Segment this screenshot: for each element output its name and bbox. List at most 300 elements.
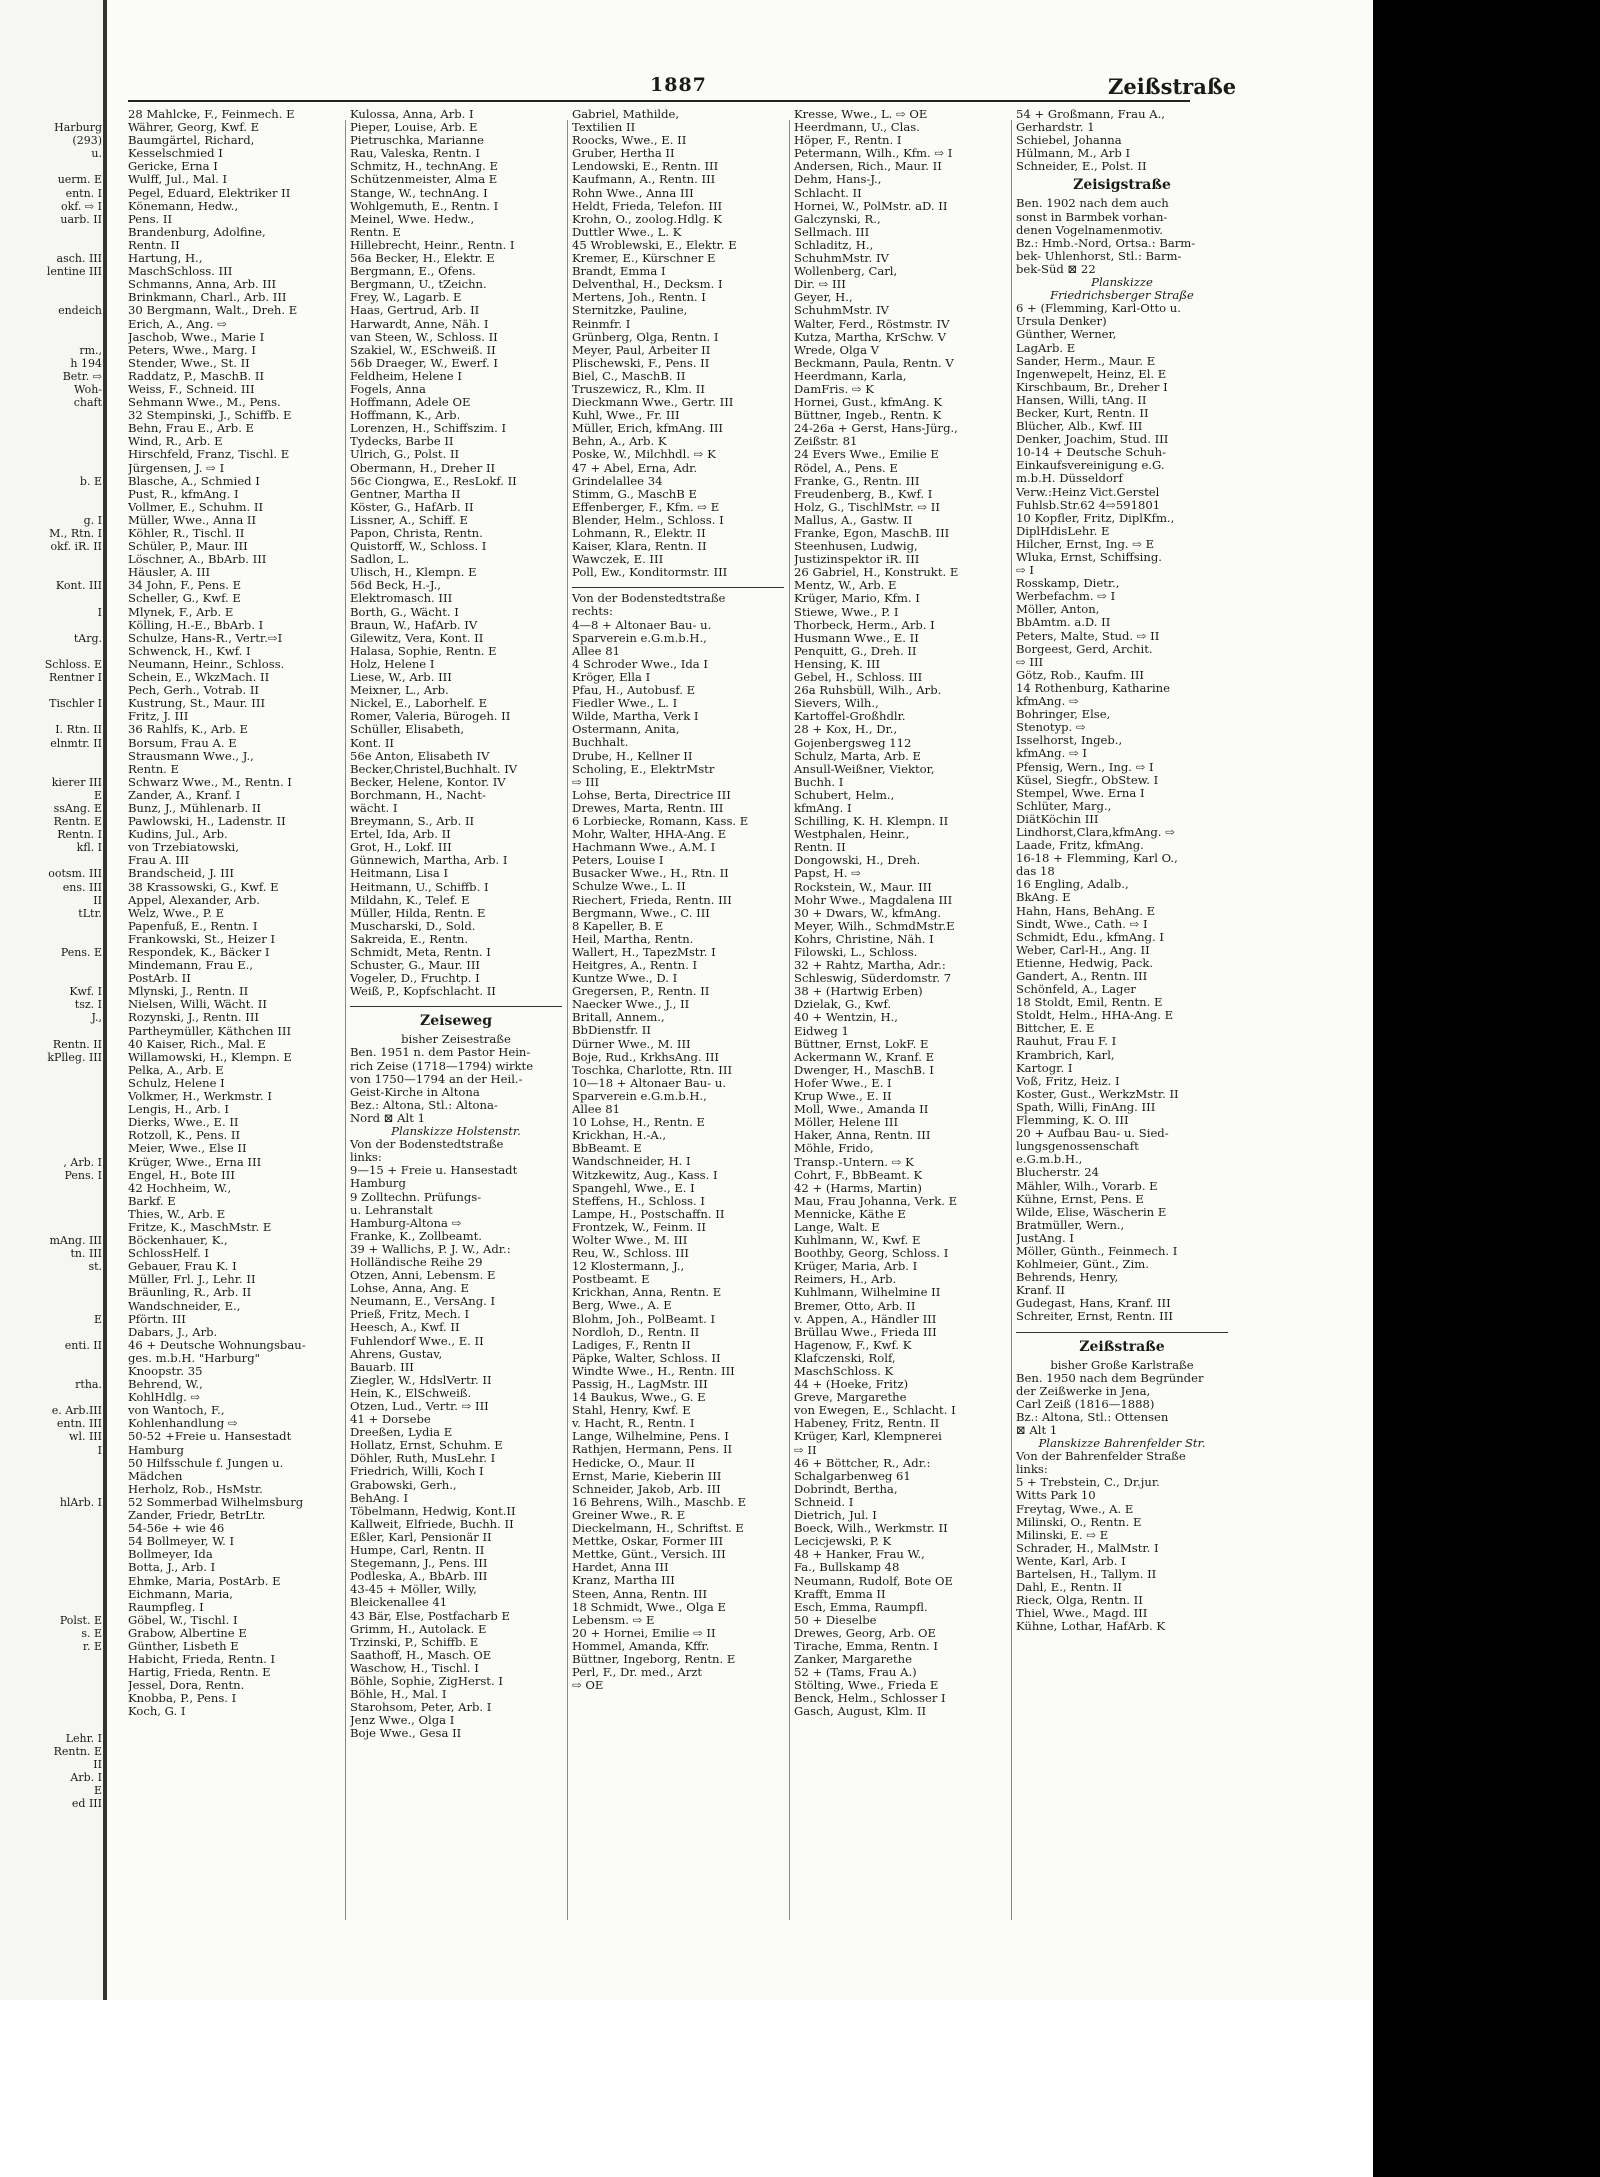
directory-entry: Petermann, Wilh., Kfm. ⇨ I bbox=[794, 146, 953, 161]
directory-entry: Steffens, H., Schloss. I bbox=[572, 1193, 705, 1208]
directory-entry: Scheller, G., Kwf. E bbox=[128, 591, 241, 606]
facing-page-fragment bbox=[0, 750, 102, 763]
directory-entry: Krickhan, H.-A., bbox=[572, 1128, 667, 1143]
directory-entry: 28 Mahlcke, F., Feinmech. E bbox=[128, 108, 295, 121]
directory-entry: Bauarb. III bbox=[350, 1359, 414, 1374]
directory-entry: 26 Gabriel, H., Konstrukt. E bbox=[794, 565, 959, 580]
facing-page-fragment bbox=[0, 933, 102, 946]
facing-page-fragment: E bbox=[93, 1784, 102, 1797]
directory-entry: Grünberg, Olga, Rentn. I bbox=[572, 329, 719, 344]
directory-entry: Benck, Helm., Schlosser I bbox=[794, 1691, 946, 1706]
facing-page-fragment bbox=[0, 619, 102, 632]
facing-page-fragment bbox=[0, 1666, 102, 1679]
directory-entry: Hornei, W., PolMstr. aD. II bbox=[794, 198, 948, 213]
directory-entry: Lecicjewski, P. K bbox=[794, 1534, 892, 1549]
directory-entry: Botta, J., Arb. I bbox=[128, 1560, 216, 1575]
directory-entry: links: bbox=[350, 1150, 382, 1165]
directory-entry: Nickel, E., Laborhelf. E bbox=[350, 696, 488, 711]
directory-entry: Raddatz, P., MaschB. II bbox=[128, 368, 265, 383]
facing-page-fragment bbox=[0, 448, 102, 461]
page-number: 1887 bbox=[650, 74, 707, 96]
directory-entry: Böckenhauer, K., bbox=[128, 1233, 228, 1248]
directory-entry: Weber, Carl-H., Ang. II bbox=[1016, 942, 1150, 957]
directory-entry: SchuhmMstr. IV bbox=[794, 251, 889, 266]
facing-page-fragment: kPlleg. III bbox=[47, 1050, 102, 1064]
directory-entry: Bergmann, U., tZeichn. bbox=[350, 277, 487, 292]
facing-page-fragment bbox=[0, 920, 102, 933]
directory-entry: Ziegler, W., HdslVertr. II bbox=[350, 1372, 492, 1387]
directory-entry: 52 + (Tams, Frau A.) bbox=[794, 1665, 917, 1680]
directory-entry: Papst, H. ⇨ bbox=[794, 866, 861, 881]
directory-entry: Pietruschka, Marianne bbox=[350, 133, 484, 148]
directory-entry: 16 Engling, Adalb., bbox=[1016, 877, 1129, 892]
directory-entry: Weiss, F., Schneid. III bbox=[128, 381, 255, 396]
directory-entry: Vogeler, D., Fruchtp. I bbox=[350, 971, 480, 986]
directory-entry: Frankowski, St., Heizer I bbox=[128, 931, 276, 946]
directory-entry: Dürner Wwe., M. III bbox=[572, 1036, 691, 1051]
directory-entry: Behn, A., Arb. K bbox=[572, 434, 667, 449]
directory-entry: Wulff, Jul., Mal. I bbox=[128, 172, 228, 187]
directory-entry: Bergmann, Wwe., C. III bbox=[572, 905, 710, 920]
directory-entry: Drewes, Georg, Arb. OE bbox=[794, 1625, 936, 1640]
directory-entry: Boje Wwe., Gesa II bbox=[350, 1726, 462, 1741]
directory-entry: Jenz Wwe., Olga I bbox=[350, 1713, 455, 1728]
directory-entry: Dieckmann Wwe., Gertr. III bbox=[572, 395, 734, 410]
facing-page-fragment bbox=[0, 1300, 102, 1313]
facing-page-fragment: hlArb. I bbox=[59, 1495, 102, 1509]
directory-entry: Krambrich, Karl, bbox=[1016, 1047, 1115, 1062]
directory-entry: Cohrt, F., BbBeamt. K bbox=[794, 1167, 923, 1182]
directory-entry: Papenfuß, E., Rentn. I bbox=[128, 918, 258, 933]
directory-entry: Brandscheid, J. III bbox=[128, 866, 234, 881]
section-rule bbox=[1016, 1324, 1228, 1333]
directory-entry: 48 + Hanker, Frau W., bbox=[794, 1547, 925, 1562]
directory-entry: Mildahn, K., Telef. E bbox=[350, 892, 470, 907]
directory-entry: Mau, Frau Johanna, Verk. E bbox=[794, 1193, 958, 1208]
directory-entry: Frontzek, W., Feinm. II bbox=[572, 1219, 706, 1234]
directory-entry: Tirache, Emma, Rentn. I bbox=[794, 1638, 938, 1653]
directory-entry: Günther, Werner, bbox=[1016, 327, 1117, 342]
directory-entry: Bohringer, Else, bbox=[1016, 707, 1111, 722]
directory-entry: Köhler, R., Tischl. II bbox=[128, 526, 245, 540]
directory-entry: Pförtn. III bbox=[128, 1311, 186, 1326]
facing-page-fragment: E bbox=[93, 788, 102, 802]
facing-page-fragment: uerm. E bbox=[57, 173, 102, 187]
directory-entry: Kallweit, Elfriede, Buchh. II bbox=[350, 1516, 514, 1531]
directory-entry: Peters, Wwe., Marg. I bbox=[128, 342, 256, 357]
directory-entry: Von der Bahrenfelder Straße bbox=[1016, 1449, 1186, 1464]
directory-entry: Passig, H., LagMstr. III bbox=[572, 1377, 708, 1391]
directory-entry: Nord ⊠ Alt 1 bbox=[350, 1110, 425, 1125]
directory-entry: Hagenow, F., Kwf. K bbox=[794, 1337, 912, 1352]
directory-entry: Gudegast, Hans, Kranf. III bbox=[1016, 1296, 1171, 1311]
directory-entry: Spath, Willi, FinAng. III bbox=[1016, 1099, 1156, 1114]
directory-entry: Blasche, A., Schmied I bbox=[128, 473, 260, 488]
directory-entry: Heitmann, U., Schiffb. I bbox=[350, 879, 489, 894]
facing-page-fragment bbox=[0, 684, 102, 697]
directory-entry: Schwarz Wwe., M., Rentn. I bbox=[128, 774, 292, 789]
directory-entry: Baumgärtel, Richard, bbox=[128, 133, 255, 148]
directory-entry: Otzen, Lud., Vertr. ⇨ III bbox=[350, 1399, 489, 1413]
directory-entry: 14 Rothenburg, Katharine bbox=[1016, 680, 1171, 695]
directory-entry: Ostermann, Anita, bbox=[572, 722, 680, 737]
directory-entry: Hillebrecht, Heinr., Rentn. I bbox=[350, 237, 515, 252]
directory-entry: Stenotyp. ⇨ bbox=[1016, 720, 1086, 735]
facing-page-fragment bbox=[0, 1208, 102, 1221]
facing-page-fragment: endeich bbox=[58, 304, 102, 318]
directory-entry: Lange, Wilhelmine, Pens. I bbox=[572, 1429, 729, 1444]
directory-entry: Bittcher, E. E bbox=[1016, 1021, 1095, 1036]
directory-entry: Verw.:Heinz Vict.Gerstel bbox=[1016, 484, 1160, 499]
directory-entry: das 18 bbox=[1016, 864, 1055, 879]
directory-entry: 43-45 + Möller, Willy, bbox=[350, 1582, 477, 1597]
scan-background bbox=[1373, 0, 1600, 2177]
directory-entry: Ben. 1950 nach dem Begründer bbox=[1016, 1370, 1204, 1385]
directory-entry: Lengis, H., Arb. I bbox=[128, 1102, 229, 1117]
directory-entry: Hoffmann, Adele OE bbox=[350, 395, 471, 410]
directory-entry: Walter, Ferd., Röstmstr. IV bbox=[794, 316, 950, 331]
directory-entry: 38 Krassowski, G., Kwf. E bbox=[128, 879, 279, 894]
directory-entry: Kohrs, Christine, Näh. I bbox=[794, 931, 934, 946]
directory-entry: Boothby, Georg, Schloss. I bbox=[794, 1246, 949, 1261]
directory-entry: Borgeest, Gerd, Archit. bbox=[1016, 641, 1153, 656]
directory-entry: Reinmfr. I bbox=[572, 316, 631, 331]
directory-entry: ⊠ Alt 1 bbox=[1016, 1423, 1058, 1437]
directory-entry: Haas, Gertrud, Arb. II bbox=[350, 303, 480, 318]
directory-entry: Husmann Wwe., E. II bbox=[794, 630, 919, 645]
directory-entry: 56a Becker, H., Elektr. E bbox=[350, 251, 495, 266]
directory-entry: Kuhlmann, Wilhelmine II bbox=[794, 1285, 941, 1300]
directory-entry: Hachmann Wwe., A.M. I bbox=[572, 840, 716, 855]
directory-entry: Sparverein e.G.m.b.H., bbox=[572, 630, 707, 645]
directory-entry: Klafczenski, Rolf, bbox=[794, 1350, 896, 1365]
directory-entry: Naecker Wwe., J., II bbox=[572, 997, 690, 1012]
facing-page-fragment: Pens. E bbox=[60, 946, 102, 959]
facing-page-fragment bbox=[0, 318, 102, 331]
directory-entry: 28 + Kox, H., Dr., bbox=[794, 722, 898, 737]
directory-entry: Ehmke, Maria, PostArb. E bbox=[128, 1573, 281, 1588]
directory-entry: Heesch, A., Kwf. II bbox=[350, 1320, 460, 1335]
directory-entry: Mallus, A., Gastw. II bbox=[794, 512, 913, 527]
directory-entry: Zanker, Margarethe bbox=[794, 1652, 913, 1667]
directory-entry: ⇨ III bbox=[1016, 654, 1044, 669]
directory-entry: Etienne, Hedwig, Pack. bbox=[1016, 955, 1154, 970]
directory-entry: Wandschneider, E., bbox=[128, 1298, 241, 1313]
directory-entry: 16-18 + Flemming, Karl O., bbox=[1016, 851, 1178, 866]
directory-entry: Drube, H., Kellner II bbox=[572, 748, 693, 763]
directory-entry: Büttner, Ingeborg, Rentn. E bbox=[572, 1651, 736, 1666]
directory-entry: Perl, F., Dr. med., Arzt bbox=[572, 1665, 703, 1680]
directory-entry: Halasa, Sophie, Rentn. E bbox=[350, 643, 497, 658]
directory-entry: Wente, Karl, Arb. I bbox=[1016, 1553, 1126, 1568]
directory-entry: Dobrindt, Bertha, bbox=[794, 1481, 898, 1496]
directory-entry: Greve, Margarethe bbox=[794, 1390, 907, 1405]
directory-entry: 56c Ciongwa, E., ResLokf. II bbox=[350, 473, 517, 488]
facing-page-fragment bbox=[0, 1548, 102, 1561]
directory-entry: Kirschbaum, Br., Dreher I bbox=[1016, 379, 1168, 394]
directory-entry: BbAmtm. a.D. II bbox=[1016, 615, 1111, 630]
facing-page-fragment bbox=[0, 1535, 102, 1548]
directory-entry: 46 + Böttcher, R., Adr.: bbox=[794, 1455, 931, 1470]
directory-entry: Müller, Hilda, Rentn. E bbox=[350, 905, 486, 920]
directory-entry: Kont. II bbox=[350, 735, 394, 750]
directory-entry: Lange, Walt. E bbox=[794, 1219, 880, 1234]
facing-page-fragment bbox=[0, 959, 102, 972]
directory-entry: Hamburg bbox=[350, 1176, 406, 1191]
directory-entry: Schmidt, Edu., kfmAng. I bbox=[1016, 929, 1164, 944]
directory-entry: Blohm, Joh., PolBeamt. I bbox=[572, 1311, 716, 1326]
facing-page-fragment bbox=[0, 1679, 102, 1692]
directory-entry: von Trzebiatowski, bbox=[128, 840, 239, 855]
directory-entry: Milinski, E. ⇨ E bbox=[1016, 1527, 1109, 1542]
directory-entry: Wandschneider, H. I bbox=[572, 1154, 691, 1169]
facing-page-fragment bbox=[0, 1142, 102, 1155]
directory-entry: Grabowski, Gerh., bbox=[350, 1477, 457, 1492]
directory-entry: Franke, K., Zollbeamt. bbox=[350, 1228, 482, 1243]
directory-entry: Kustrung, St., Maur. III bbox=[128, 696, 266, 711]
directory-entry: Ladiges, F., Rentn II bbox=[572, 1337, 691, 1352]
directory-entry: Feldheim, Helene I bbox=[350, 368, 462, 383]
directory-column-4 bbox=[794, 108, 1006, 1719]
directory-entry: 26a Ruhsbüll, Wilh., Arb. bbox=[794, 683, 942, 698]
facing-page-fragment bbox=[0, 1116, 102, 1129]
directory-entry: Krüger, Karl, Klempnerei bbox=[794, 1429, 942, 1444]
directory-entry: Rentn. II bbox=[128, 237, 180, 252]
directory-entry: 54 + Großmann, Frau A., bbox=[1016, 108, 1165, 121]
facing-page-fragment: tsz. I bbox=[74, 998, 102, 1012]
directory-entry: Stegemann, J., Pens. III bbox=[350, 1556, 488, 1571]
directory-entry: Krüger, Mario, Kfm. I bbox=[794, 591, 920, 606]
directory-entry: Behrends, Henry, bbox=[1016, 1270, 1119, 1285]
directory-entry: Sternitzke, Pauline, bbox=[572, 303, 688, 318]
directory-entry: Neumann, Heinr., Schloss. bbox=[128, 656, 285, 671]
facing-page-fragment bbox=[0, 1129, 102, 1142]
directory-entry: Ulisch, H., Klempn. E bbox=[350, 565, 477, 580]
directory-entry: Grot, H., Lokf. III bbox=[350, 840, 452, 855]
directory-entry: von Ewegen, E., Schlacht. I bbox=[794, 1403, 956, 1418]
facing-page-fragment: st. bbox=[88, 1260, 102, 1274]
directory-entry: Mlynski, J., Rentn. II bbox=[128, 984, 249, 999]
directory-entry: Schneider, E., Polst. II bbox=[1016, 159, 1147, 174]
directory-entry: Mindemann, Frau E., bbox=[128, 958, 254, 973]
directory-entry: Thiel, Wwe., Magd. III bbox=[1016, 1606, 1148, 1621]
directory-entry: ⇨ III bbox=[572, 774, 600, 789]
directory-entry: Kohlenhandlung ⇨ bbox=[128, 1416, 238, 1431]
directory-entry: Bez.: Altona, Stl.: Altona- bbox=[350, 1097, 498, 1112]
directory-entry: Koster, Gust., WerkzMstr. II bbox=[1016, 1086, 1179, 1101]
directory-entry: van Steen, W., Schloss. II bbox=[350, 329, 498, 344]
directory-entry: Kartogr. I bbox=[1016, 1060, 1073, 1075]
directory-entry: Lorenzen, H., Schiffszim. I bbox=[350, 421, 507, 436]
directory-entry: Peters, Malte, Stud. ⇨ II bbox=[1016, 628, 1160, 643]
facing-page-fragment: Rentn. E bbox=[53, 815, 102, 829]
directory-entry: Schilling, K. H. Klempn. II bbox=[794, 814, 949, 829]
facing-page-fragment: wl. III bbox=[69, 1430, 102, 1444]
directory-entry: Möller, Helene III bbox=[794, 1115, 899, 1130]
column-divider bbox=[567, 120, 568, 1920]
directory-entry: Brandt, Emma I bbox=[572, 264, 666, 279]
directory-entry: Rieck, Olga, Rentn. II bbox=[1016, 1593, 1143, 1608]
directory-entry: Kühne, Lothar, HafArb. K bbox=[1016, 1619, 1166, 1634]
directory-entry: Mennicke, Käthe E bbox=[794, 1206, 906, 1221]
directory-entry: Raumpfleg. I bbox=[128, 1599, 204, 1614]
directory-entry: Meyer, Wilh., SchmdMstr.E bbox=[794, 918, 955, 933]
directory-entry: links: bbox=[1016, 1462, 1048, 1477]
directory-entry: u. Lehranstalt bbox=[350, 1202, 433, 1217]
street-heading: Zeißstraße bbox=[1079, 1338, 1165, 1355]
directory-entry: Möller, Günth., Feinmech. I bbox=[1016, 1243, 1178, 1258]
directory-entry: Müller, Wwe., Anna II bbox=[128, 512, 257, 527]
directory-entry: Kröger, Ella I bbox=[572, 669, 651, 684]
directory-entry: Gabriel, Mathilde, bbox=[572, 108, 680, 121]
directory-entry: Mohr, Walter, HHA-Ang. E bbox=[572, 827, 727, 842]
directory-entry: Penquitt, G., Dreh. II bbox=[794, 643, 917, 658]
directory-entry: v. Appen, A., Händler III bbox=[794, 1311, 937, 1326]
directory-entry: Dreeßen, Lydia E bbox=[350, 1425, 453, 1440]
directory-entry: 44 + (Hoeke, Fritz) bbox=[794, 1377, 909, 1392]
facing-page-fragment bbox=[0, 1692, 102, 1705]
directory-entry: Meinel, Wwe. Hedw., bbox=[350, 211, 475, 226]
directory-entry: Milinski, O., Rentn. E bbox=[1016, 1514, 1142, 1529]
directory-entry: Effenberger, F., Kfm. ⇨ E bbox=[572, 499, 720, 514]
directory-entry: Jürgensen, J. ⇨ I bbox=[128, 460, 225, 475]
directory-entry: PostArb. II bbox=[128, 971, 191, 986]
directory-entry: Elektromasch. III bbox=[350, 591, 453, 606]
directory-entry: Schönfeld, A., Lager bbox=[1016, 982, 1136, 997]
facing-page-fragment: asch. III bbox=[56, 252, 102, 266]
directory-entry: Müller, Frl. J., Lehr. II bbox=[128, 1272, 256, 1287]
directory-entry: Kaufmann, A., Rentn. III bbox=[572, 172, 716, 187]
directory-entry: Blender, Helm., Schloss. I bbox=[572, 512, 724, 527]
directory-entry: Mähler, Wilh., Vorarb. E bbox=[1016, 1178, 1158, 1193]
directory-entry: Vollmer, E., Schuhm. II bbox=[128, 499, 264, 514]
planskizze-note: Planskizze Bahrenfelder Str. bbox=[1038, 1436, 1206, 1451]
facing-page-fragment bbox=[0, 409, 102, 422]
directory-entry: Szakiel, W., ESchweiß. II bbox=[350, 342, 496, 357]
directory-entry: 6 + (Flemming, Karl-Otto u. bbox=[1016, 301, 1181, 316]
directory-entry: Delventhal, H., Decksm. I bbox=[572, 277, 723, 292]
facing-page-fragment: E bbox=[93, 1312, 102, 1326]
directory-entry: 36 Rahlfs, K., Arb. E bbox=[128, 722, 249, 737]
directory-entry: Sehmann Wwe., M., Pens. bbox=[128, 395, 281, 410]
directory-entry: Ben. 1902 nach dem auch bbox=[1016, 196, 1169, 211]
facing-page-fragment: Betr. ⇨ bbox=[62, 369, 102, 383]
directory-entry: Gerhardstr. 1 bbox=[1016, 120, 1095, 135]
facing-page-fragment: I. Rtn. II bbox=[55, 723, 102, 737]
directory-entry: Lendowski, E., Rentn. III bbox=[572, 159, 719, 174]
directory-entry: Heerdmann, Karla, bbox=[794, 368, 907, 383]
directory-entry: 34 John, F., Pens. E bbox=[128, 578, 242, 593]
directory-entry: bek-Süd ⊠ 22 bbox=[1016, 261, 1096, 276]
directory-entry: Von der Bodenstedtstraße bbox=[572, 591, 726, 606]
directory-entry: Liese, W., Arb. III bbox=[350, 670, 452, 685]
directory-entry: Fuhlsb.Str.62 4⇨591801 bbox=[1016, 497, 1161, 512]
page-bottom-margin bbox=[0, 2000, 1373, 2177]
directory-entry: Riechert, Frieda, Rentn. III bbox=[572, 892, 732, 907]
directory-entry: Grabow, Albertine E bbox=[128, 1625, 247, 1640]
directory-entry: 20 + Hornei, Emilie ⇨ II bbox=[572, 1625, 716, 1640]
directory-entry: Bergmann, E., Ofens. bbox=[350, 264, 476, 279]
directory-entry: Starohsom, Peter, Arb. I bbox=[350, 1700, 492, 1715]
directory-entry: Schwenck, H., Kwf. I bbox=[128, 643, 251, 658]
directory-entry: Appel, Alexander, Arb. bbox=[128, 892, 260, 907]
directory-entry: Drewes, Marta, Rentn. III bbox=[572, 800, 724, 815]
directory-entry: Koch, G. I bbox=[128, 1704, 186, 1719]
directory-entry: Stempel, Wwe. Erna I bbox=[1016, 785, 1145, 800]
directory-entry: 30 + Dwars, W., kfmAng. bbox=[794, 905, 942, 920]
directory-entry: Hülmann, M., Arb I bbox=[1016, 146, 1131, 161]
directory-entry: Plischewski, F., Pens. II bbox=[572, 355, 710, 370]
directory-entry: Schuster, G., Maur. III bbox=[350, 958, 481, 973]
directory-entry: Braun, W., HafArb. IV bbox=[350, 617, 478, 632]
facing-page-fragment: entn. I bbox=[65, 186, 102, 200]
directory-entry: Lohse, Berta, Directrice III bbox=[572, 787, 731, 802]
facing-page-fragment bbox=[0, 1077, 102, 1090]
directory-entry: Dieckelmann, H., Schriftst. E bbox=[572, 1521, 744, 1536]
facing-page-fragment bbox=[0, 1391, 102, 1404]
directory-entry: Jaschob, Wwe., Marie I bbox=[128, 329, 265, 344]
facing-page-text bbox=[0, 108, 102, 1810]
directory-entry: Grindelallee 34 bbox=[572, 473, 663, 488]
directory-entry: 54-56e + wie 46 bbox=[128, 1521, 225, 1536]
directory-entry: Holz, G., TischlMstr. ⇨ II bbox=[794, 499, 940, 514]
directory-entry: Pfau, H., Autobusf. E bbox=[572, 683, 696, 698]
directory-entry: 4 Schroder Wwe., Ida I bbox=[572, 656, 708, 671]
directory-entry: v. Hacht, R., Rentn. I bbox=[572, 1416, 695, 1431]
directory-entry: Prieß, Fritz, Mech. I bbox=[350, 1307, 470, 1322]
facing-page-fragment bbox=[0, 239, 102, 252]
directory-entry: Hartig, Frieda, Rentn. E bbox=[128, 1665, 271, 1680]
facing-page-fragment bbox=[0, 1483, 102, 1496]
directory-entry: Bartelsen, H., Tallym. II bbox=[1016, 1567, 1157, 1582]
directory-entry: 14 Baukus, Wwe., G. E bbox=[572, 1390, 706, 1405]
directory-entry: Stoldt, Helm., HHA-Ang. E bbox=[1016, 1008, 1174, 1023]
directory-entry: 45 Wroblewski, E., Elektr. E bbox=[572, 237, 737, 252]
planskizze-note: Friedrichsberger Straße bbox=[1050, 288, 1194, 303]
directory-entry: Sievers, Wilh., bbox=[794, 696, 879, 711]
directory-entry: Schmitz, H., technAng. E bbox=[350, 159, 498, 174]
facing-page-fragment bbox=[0, 592, 102, 605]
directory-entry: Günther, Lisbeth E bbox=[128, 1638, 239, 1653]
directory-entry: Dehm, Hans-J., bbox=[794, 172, 882, 187]
directory-entry: Heitgres, A., Rentn. I bbox=[572, 958, 698, 972]
directory-entry: Weiß, P., Kopfschlacht. II bbox=[350, 984, 496, 999]
facing-page-fragment bbox=[0, 1509, 102, 1522]
directory-entry: Gregersen, P., Rentn. II bbox=[572, 984, 710, 999]
facing-page-fragment: u. bbox=[91, 147, 102, 161]
directory-entry: Sparverein e.G.m.b.H., bbox=[572, 1088, 707, 1103]
directory-entry: Otzen, Anni, Lebensm. E bbox=[350, 1268, 496, 1283]
directory-entry: Berg, Wwe., A. E bbox=[572, 1298, 672, 1313]
facing-page-fragment: kfl. I bbox=[76, 841, 102, 855]
directory-entry: Gandert, A., Rentn. III bbox=[1016, 969, 1148, 983]
directory-entry: Eichmann, Maria, bbox=[128, 1586, 233, 1601]
directory-entry: Becker, Helene, Kontor. IV bbox=[350, 774, 506, 789]
facing-page-fragment: ootsm. III bbox=[48, 867, 102, 881]
facing-page-fragment: Rentn. II bbox=[52, 1037, 102, 1051]
directory-entry: Welz, Wwe., P. E bbox=[128, 905, 225, 920]
directory-entry: Schalgarbenweg 61 bbox=[794, 1468, 911, 1483]
directory-entry: Löschner, A., BbArb. III bbox=[128, 552, 267, 567]
directory-entry: Meixner, L., Arb. bbox=[350, 683, 449, 698]
directory-entry: Dwenger, H., MaschB. I bbox=[794, 1062, 934, 1077]
directory-entry: Lohmann, R., Elektr. II bbox=[572, 526, 706, 540]
directory-entry: Behrend, W., bbox=[128, 1377, 203, 1392]
facing-page-fragment: rtha. bbox=[75, 1378, 102, 1392]
directory-entry: Hartung, H., bbox=[128, 251, 203, 266]
directory-entry: MaschSchloss. K bbox=[794, 1364, 894, 1378]
directory-entry: BbDienstfr. II bbox=[572, 1023, 651, 1038]
